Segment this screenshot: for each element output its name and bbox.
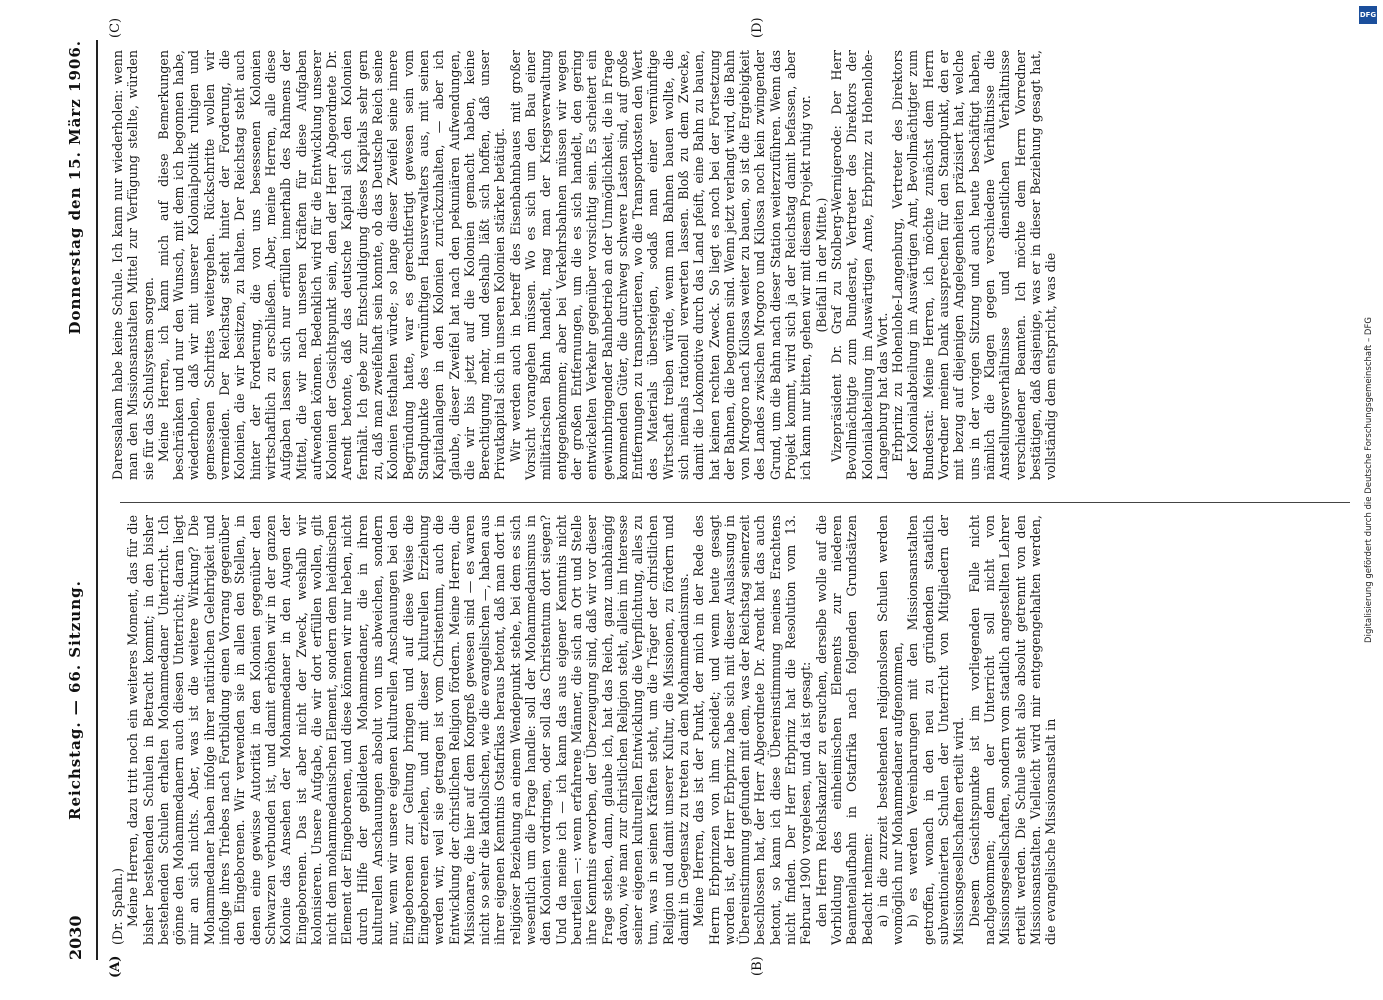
margin-marker-c: (C) — [108, 17, 123, 38]
left-column — [110, 515, 1058, 945]
paragraph: Wir werden auch in betreff des Eisenbahnbaues mit großer Vorsicht vorangehen müssen. Wo es sich um den Bau einer militärischen Bahn handelt, mag man der Kriegsverwaltung entgegenkommen; aber bei Verkehrsbahnen müssen wir wegen der großen Entfernungen, um die es sich handelt, den gering entwickelten Verkehr gegenüber vorsichtig sein. Es scheitert ein gewinnbringender Bahnbetrieb an der Unmöglichkeit, die in Frage kommenden Güter, die durchweg schwere Lasten sind, auf große Entfernungen zu transportieren, wo die Transportkosten den Wert des Materials übersteigen, sodaß man einer vernünftige Wirtschaft treiben würde, wenn man Bahnen bauen wollte, die sich niemals rationell verwerten lassen. Bloß zu dem Zwecke, damit die Lokomotive durch das Land pfeift, eine Bahn zu bauen, hat keinen rechten Zweck. So liegt es noch bei der Fortsetzung der Bahnen, die begonnen sind. Wenn jetzt verlangt wird, die Bahn von Mrogoro nach Kilossa weiter zu bauen, so ist die Ergiebigkeit des Landes zwischen Mrogoro und Kilossa noch kein zwingender Grund, um die Bahn nach dieser Station weiterzuführen. Wenn das Projekt kommt, wird sich ja der Reichstag damit befassen, aber ich kann nur bitten, gehen wir mit diesem Projekt ruhig vor. — [507, 50, 814, 480]
session-date: Donnerstag den 15. März 1906. — [66, 40, 84, 335]
funding-strip — [1355, 0, 1383, 1000]
dfg-logo: DFG — [1359, 6, 1377, 24]
resolution-quote: den Herrn Reichskanzler zu ersuchen, derselbe wolle auf die Vorbildung des einheimischen Elements zur niederen Beamtenlaufbahn in Ostafrika nach folgenden Grundsätzen Bedacht nehmen: — [813, 515, 875, 945]
resolution-item-b: b) es werden Vereinbarungen mit den Missionsanstalten getroffen, wonach in den neu zu gründenden staatlich subventionierten Schulen der Unterricht von Mitgliedern der Missionsgesellschaften erteilt wird. — [905, 515, 967, 945]
vice-president-intro: Vizepräsident Dr. Graf zu Stolberg-Wernigerode: Der Herr Bevollmächtigte zum Bundesrat, Vertreter des Direktors der Kolonialabteilung im Auswärtigen Amte, Erbprinz zu Hohenlohe-Langenburg hat das Wort. — [828, 50, 890, 480]
paragraph: Daressalaam habe keine Schule. Ich kann nur wiederholen: wenn man den Missionsanstalten Mittel zur Verfügung stellte, würden sie für das Schulsystem sorgen. — [110, 50, 156, 480]
paragraph: Meine Herren, ich kann mich auf diese Bemerkungen beschränken und nur den Wunsch, mit dem ich begonnen habe, wiederholen, daß wir mit unserer Kolonialpolitik ruhigen und gemessenen Schrittes weitergehen. Rückschritte wollen wir vermeiden. Der Reichstag steht hinter der Forderung, die Kolonien, die wir besitzen, zu halten. Der Reichstag steht auch hinter der Forderung, die von uns besessenen Kolonien wirtschaftlich zu erschließen. Aber, meine Herren, alle diese Aufgaben lassen sich nur erfüllen innerhalb des Rahmens der Mittel, die wir nach unseren Kräften für diese Aufgaben aufwenden können. Bedenklich wird für die Entwicklung unserer Kolonien der Gesichtspunkt sein, den der Herr Abgeordnete Dr. Arendt betonte, daß das deutsche Kapital sich den Kolonien fernhält. Ich gebe zur Entschuldigung dieses Kapitals sehr gern zu, daß man zweifelhaft sein konnte, ob das Deutsche Reich seine Kolonien festhalten würde; so lange dieser Zweifel seine innere Begründung hatte, war es gerechtfertigt gewesen sein vom Standpunkte des vernünftigen Hausverwalters aus, mit seinen Kapitalanlagen in den Kolonien zurückzuhalten, — aber ich glaube, dieser Zweifel hat nach den pekuniären Aufwendungen, die wir bis jetzt auf die Kolonien gemacht haben, keine Berechtigung mehr, und deshalb läßt sich hoffen, daß unser Privatkapital sich in unseren Kolonien stärker betätigt. — [155, 50, 508, 480]
running-title: Reichstag. — 66. Sitzung. — [66, 580, 84, 820]
margin-marker-d: (D) — [750, 17, 765, 38]
page-number: 2030 — [66, 915, 85, 960]
paragraph: Diesem Gesichtspunkte ist im vorliegenden Falle nicht nachgekommen; denn der Unterricht soll nicht von Missionsgesellschaften, sondern vom staatlich angestellten Lehrer erteilt werden. Die Schule steht also absolut getrennt von den Missionsanstalten. Vielleicht wird mir entgegengehalten werden, die evangelische Missionsanstalt in — [966, 515, 1059, 945]
funding-note: Digitalisierung gefördert durch die Deutsche Forschungsgemeinschaft – DFG — [1364, 317, 1374, 643]
margin-marker-a: (A) — [108, 955, 123, 978]
paragraph: Meine Herren, dazu tritt noch ein weiteres Moment, das für die bisher bestehenden Schulen in Betracht kommt; in den bisher bestehenden Schulen erhalten Mohammedaner Unterricht. Ich gönne den Mohammedanern auch diesen Unterricht; daran liegt mir an sich nichts. Aber, was ist die weitere Wirkung? Die Mohammedaner haben infolge ihrer natürlichen Gelehrigkeit und infolge ihres Triebes nach Fortbildung einen Vorrang gegenüber den Eingeborenen. Wir verwenden sie in allen den Stellen, in denen eine gewisse Autorität in den Kolonien gegenüber den Schwarzen verbunden ist, und damit erhöhen wir in der ganzen Kolonie das Ansehen der Mohammedaner in den Augen der Eingeborenen. Das ist aber nicht der Zweck, weshalb wir kolonisieren. Unsere Aufgabe, die wir dort erfüllen wollen, gilt nicht dem mohammedanischen Element, sondern dem heidnischen Element der Eingeborenen, und diese können wir nur heben, nicht durch Hilfe der gebildeten Mohammedaner, die in ihren kulturellen Anschauungen absolut von uns abweichen, sondern nur, wenn wir unsere eigenen kulturellen Anschauungen bei den Eingeborenen zur Geltung bringen und auf diese Weise die Eingeborenen erziehen, und mit dieser kulturellen Erziehung werden wir, weil sie getragen ist vom Christentum, auch die Entwicklung der christlichen Religion fördern. Meine Herren, die Missionare, die hier auf dem Kongreß gewesen sind — es waren nicht so sehr die katholischen, wie die evangelischen —, haben aus ihrer eigenen Kenntnis Ostafrikas heraus betont, daß man dort in religiöser Beziehung an einem Wendepunkt stehe, bei dem es sich wesentlich um die Frage handle: soll der Mohammedanismus in den Kolonien vordringen, oder soll das Christentum dort siegen? Und da meine ich — ich kann das aus eigener Kenntnis nicht beurteilen —: wenn erfahrene Männer, die sich an Ort und Stelle ihre Kenntnis erworben, der Überzeugung sind, daß wir vor dieser Frage stehen, dann, glaube ich, hat das Reich, ganz unabhängig davon, wie man zur christlichen Religion steht, allein im Interesse seiner eigenen kulturellen Entwicklung die Verpflichtung, alles zu tun, was in seinen Kräften steht, um die Träger der christlichen Religion und damit unserer Kultur, die Missionen, zu fördern und damit in Gegensatz zu treten zu dem Mohammedanismus. — [125, 515, 691, 945]
speaker-note: (Dr. Spahn.) — [110, 868, 125, 945]
speech-hohenlohe: Erbprinz zu Hohenlohe-Langenburg, Vertreter des Direktors der Kolonialabteilung im Auswärtigen Amt, Bevollmächtigter zum Bundesrat: Meine Herren, ich möchte zunächst dem Herrn Vorredner meinen Dank aussprechen für den Standpunkt, den er mit bezug auf diejenigen Angelegenheiten präzisiert hat, welche uns in der vorigen Sitzung und auch heute beschäftigt haben, nämlich die Klagen gegen verschiedene Verhältnisse die Anstellungsverhältnisse und dienstlichen Verhältnisse verschiedener Beamten. Ich möchte dem Herrn Vorredner bestätigen, daß dasjenige, was er in dieser Beziehung gesagt hat, vollständig dem entspricht, was die — [890, 50, 1059, 480]
paragraph: Meine Herren, das ist der Punkt, der mich in der Rede des Herrn Erbprinzen von ihm scheidet; und wenn heute gesagt worden ist, der Herr Erbprinz habe sich mit dieser Auslassung in Übereinstimmung gefunden mit dem, was der Reichstag seinerzeit beschlossen hat, der Herr Abgeordnete Dr. Arendt hat das auch betont, so kann ich diese Übereinstimmung meines Erachtens nicht finden. Der Herr Erbprinz hat die Resolution vom 13. Februar 1900 vorgelesen, und da ist gesagt: — [691, 515, 814, 945]
header-rule — [96, 40, 98, 960]
applause-note: (Beifall in der Mitte.) — [813, 197, 829, 333]
resolution-item-a: a) in die zurzeit bestehenden religionslosen Schulen werden womöglich nur Mohammedaner aufgenommen, — [874, 515, 906, 945]
column-divider — [120, 502, 1350, 503]
page-header — [62, 40, 92, 960]
margin-marker-b: (B) — [750, 956, 765, 976]
right-column — [110, 50, 1058, 480]
